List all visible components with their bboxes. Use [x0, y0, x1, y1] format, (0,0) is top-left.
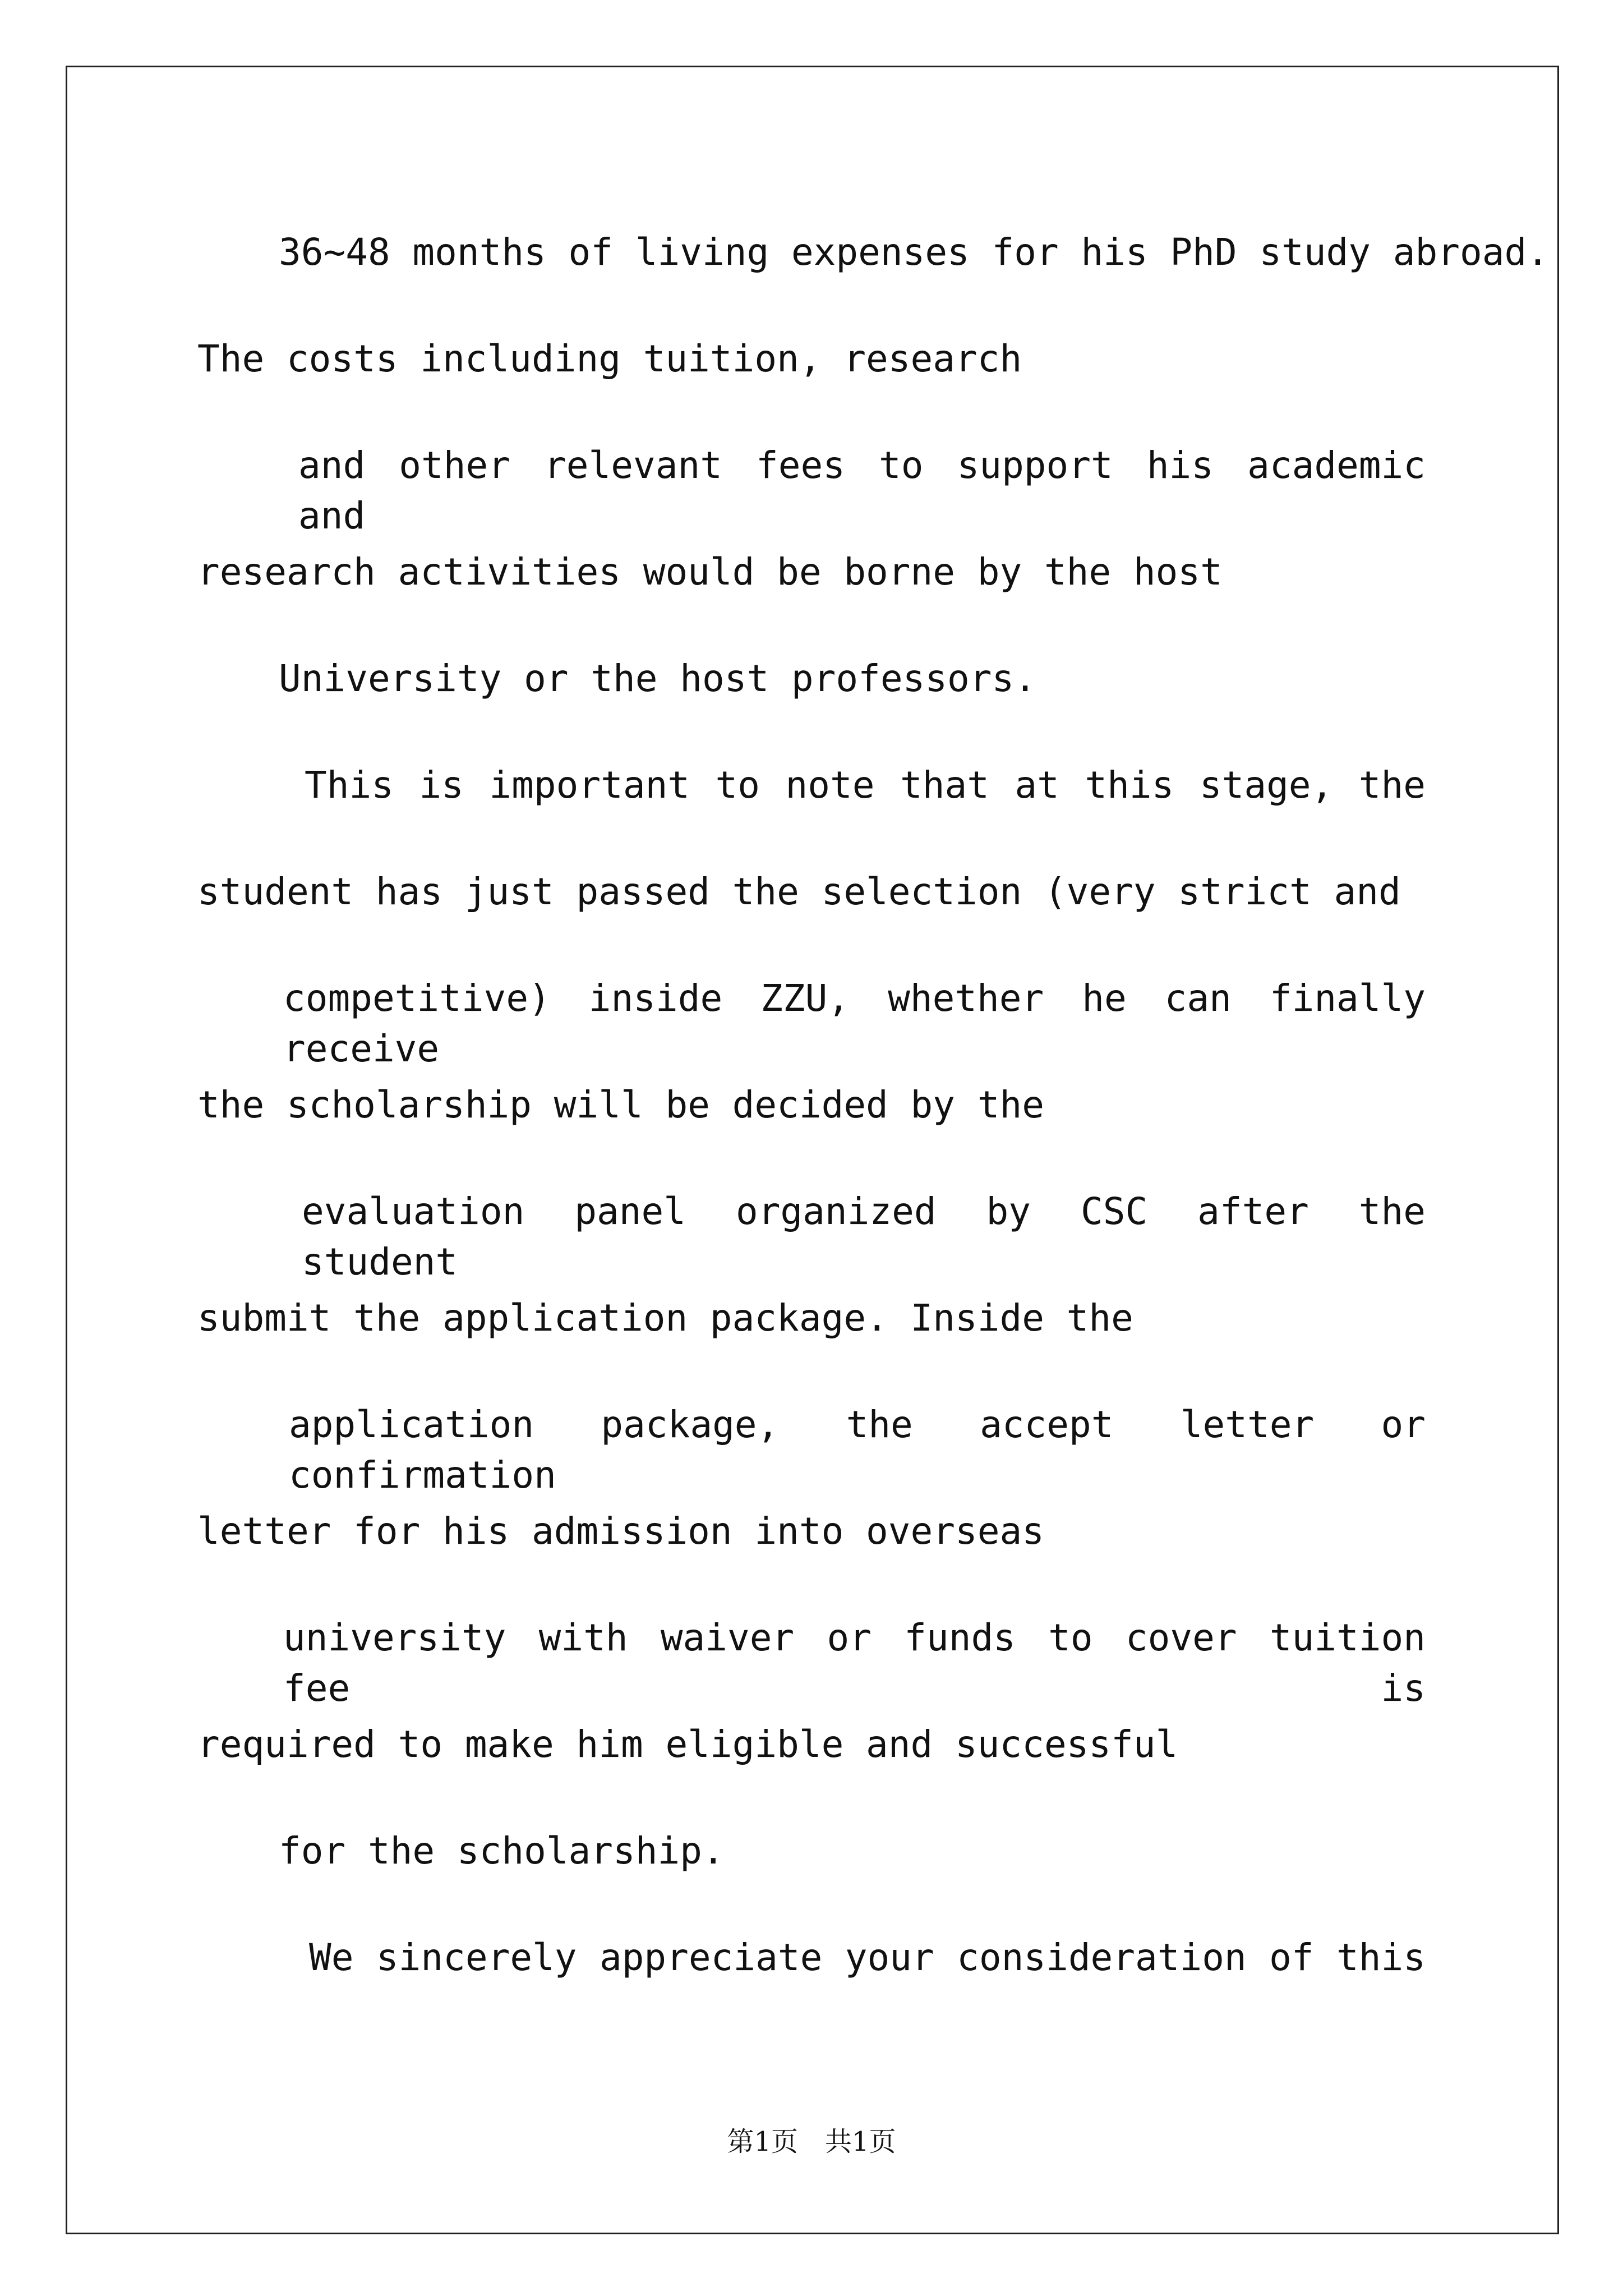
body-line: The costs including tuition, research [197, 337, 1022, 380]
body-line: the scholarship will be decided by the [197, 1083, 1044, 1126]
body-line: required to make him eligible and successful [197, 1723, 1178, 1766]
body-line: We sincerely appreciate your consideration of this [309, 1936, 1426, 1979]
body-line: This is important to note that at this stage, the [305, 763, 1426, 807]
body-line: University or the host professors. [279, 657, 1037, 700]
body-line: student has just passed the selection (very strict and [197, 870, 1401, 913]
body-line: for the scholarship. [279, 1829, 725, 1872]
body-line: evaluation panel organized by CSC after the student [302, 1190, 1426, 1283]
body-line: submit the application package. Inside the [197, 1296, 1133, 1340]
body-line: application package, the accept letter or confirmation [289, 1403, 1426, 1497]
body-line: letter for his admission into overseas [197, 1510, 1044, 1553]
body-line: and other relevant fees to support his academic and [298, 444, 1426, 537]
body-line: 36~48 months of living expenses for his PhD study abroad. [279, 231, 1549, 274]
page-number-footer: 第1页 共1页 [727, 2126, 896, 2157]
body-line: competitive) inside ZZU, whether he can finally receive [283, 977, 1426, 1070]
body-line: university with waiver or funds to cover tuition fee is [283, 1616, 1426, 1710]
body-line: research activities would be borne by the host [197, 550, 1223, 593]
page-border [66, 66, 1559, 2234]
